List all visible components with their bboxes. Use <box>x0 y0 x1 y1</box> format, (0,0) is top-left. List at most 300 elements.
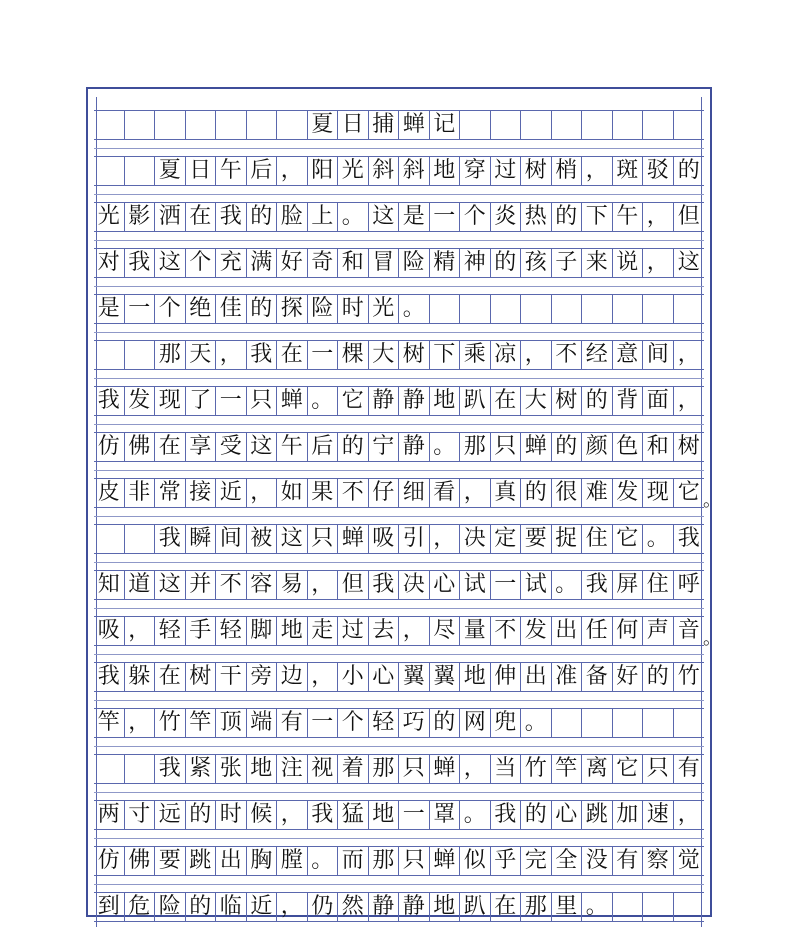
grid-cell: 膛 <box>277 847 308 875</box>
grid-cell: 真 <box>491 479 522 507</box>
grid-cell: 的 <box>582 387 613 415</box>
row-gap-line <box>94 608 704 609</box>
grid-cell: 险 <box>308 295 339 323</box>
overflow-punctuation: 。 <box>703 628 721 649</box>
grid-cell: ， <box>125 709 156 737</box>
grid-cell: 全 <box>552 847 583 875</box>
grid-cell: 受 <box>216 433 247 461</box>
grid-cell: 午 <box>277 433 308 461</box>
grid-cell: 的 <box>552 433 583 461</box>
grid-cell: 完 <box>521 847 552 875</box>
grid-cell: 有 <box>277 709 308 737</box>
grid-cell: 对 <box>94 249 125 277</box>
grid-cell: 日 <box>338 111 369 139</box>
grid-cell: 去 <box>369 617 400 645</box>
grid-cell: 出 <box>552 617 583 645</box>
grid-cell: 在 <box>155 433 186 461</box>
grid-cell: 下 <box>582 203 613 231</box>
grid-cell: 在 <box>491 387 522 415</box>
grid-cell: 树 <box>552 387 583 415</box>
grid-cell: ， <box>677 388 700 413</box>
grid-cell <box>125 755 156 783</box>
grid-cell: 我 <box>94 387 125 415</box>
text-row <box>94 570 704 600</box>
grid-cell: 翼 <box>399 663 430 691</box>
grid-cell: 地 <box>460 663 491 691</box>
grid-cell: 决 <box>399 571 430 599</box>
grid-cell: 量 <box>460 617 491 645</box>
grid-cell: ， <box>677 342 700 367</box>
grid-cell: 我 <box>247 341 278 369</box>
grid-cell: 凉 <box>491 341 522 369</box>
grid-cell: 不 <box>552 341 583 369</box>
grid-cell: 的 <box>521 801 552 829</box>
grid-cell: 过 <box>491 157 522 185</box>
grid-cell: 蝉 <box>521 433 552 461</box>
grid-cell <box>94 755 125 783</box>
grid-cell: 。 <box>460 801 491 829</box>
grid-cell: ， <box>125 617 156 645</box>
grid-cell: 蝉 <box>338 525 369 553</box>
grid-cell <box>613 709 644 737</box>
grid-cell: 轻 <box>155 617 186 645</box>
grid-cell: 洒 <box>155 203 186 231</box>
grid-cell <box>552 111 583 139</box>
grid-cell: 这 <box>155 571 186 599</box>
grid-cell: 大 <box>521 387 552 415</box>
grid-cell: 午 <box>613 203 644 231</box>
text-row <box>94 202 704 232</box>
grid-cell: 。 <box>308 847 339 875</box>
grid-cell: 了 <box>186 387 217 415</box>
grid-cell: 轻 <box>369 709 400 737</box>
grid-cell: ， <box>308 663 339 691</box>
grid-cell: 住 <box>582 525 613 553</box>
grid-cell: 的 <box>430 709 461 737</box>
grid-cell: 现 <box>643 479 674 507</box>
grid-cell: ， <box>430 525 461 553</box>
text-row <box>94 662 704 692</box>
row-gap-line <box>94 792 704 793</box>
grid-cell: 颜 <box>582 433 613 461</box>
grid-cell: 伸 <box>491 663 522 691</box>
grid-cell: 只 <box>399 847 430 875</box>
grid-cell: 。 <box>308 387 339 415</box>
grid-cell: 。 <box>430 433 461 461</box>
grid-cell <box>643 295 674 323</box>
grid-cell <box>613 295 644 323</box>
grid-cell: 危 <box>125 893 156 921</box>
grid-cell: 静 <box>369 893 400 921</box>
grid-cell: 试 <box>521 571 552 599</box>
row-gap-line <box>94 240 704 241</box>
grid-cell: 。 <box>399 295 430 323</box>
grid-cell: 这 <box>247 433 278 461</box>
grid-cell <box>613 111 644 139</box>
grid-cell: 。 <box>521 709 552 737</box>
row-gap-line <box>94 746 704 747</box>
grid-cell: 一 <box>308 341 339 369</box>
grid-cell: 地 <box>277 617 308 645</box>
grid-cell: 我 <box>125 249 156 277</box>
grid-cell: 我 <box>308 801 339 829</box>
grid-cell: 棵 <box>338 341 369 369</box>
grid-cell: 天 <box>186 341 217 369</box>
grid-cell: 享 <box>186 433 217 461</box>
grid-cell: 午 <box>216 157 247 185</box>
grid-cell: 冒 <box>369 249 400 277</box>
row-gap-line <box>94 332 704 333</box>
grid-cell: 佛 <box>125 847 156 875</box>
grid-cell: 树 <box>677 434 700 459</box>
grid-cell: ， <box>277 157 308 185</box>
grid-cell: 它 <box>338 387 369 415</box>
grid-cell: 里 <box>552 893 583 921</box>
grid-cell: 过 <box>338 617 369 645</box>
grid-cell: 不 <box>338 479 369 507</box>
grid-cell: 色 <box>613 433 644 461</box>
grid-cell: 捉 <box>552 525 583 553</box>
grid-cell: 很 <box>552 479 583 507</box>
grid-cell: 没 <box>582 847 613 875</box>
grid-cell: 远 <box>155 801 186 829</box>
text-row <box>94 340 704 370</box>
grid-cell: 有 <box>677 756 700 781</box>
grid-cell: 而 <box>338 847 369 875</box>
title-row <box>94 110 704 140</box>
grid-cell: 瞬 <box>186 525 217 553</box>
grid-cell: 离 <box>582 755 613 783</box>
grid-cell: 地 <box>430 387 461 415</box>
grid-cell: 满 <box>247 249 278 277</box>
grid-cell <box>521 295 552 323</box>
grid-cell: 它 <box>613 525 644 553</box>
grid-cell: 绝 <box>186 295 217 323</box>
grid-cell: 仿 <box>94 847 125 875</box>
row-gap-line <box>94 286 704 287</box>
grid-cell: 阳 <box>308 157 339 185</box>
grid-cell: 屏 <box>613 571 644 599</box>
grid-cell <box>94 157 125 185</box>
grid-cell: 的 <box>643 663 674 691</box>
grid-cell: 候 <box>247 801 278 829</box>
grid-cell: 的 <box>186 893 217 921</box>
grid-cell: 脚 <box>247 617 278 645</box>
grid-cell: 但 <box>338 571 369 599</box>
grid-cell: 夏 <box>308 111 339 139</box>
grid-cell: ， <box>460 755 491 783</box>
grid-cell: 的 <box>552 203 583 231</box>
grid-cell: 后 <box>247 157 278 185</box>
grid-cell: 察 <box>643 847 674 875</box>
grid-cell: 险 <box>155 893 186 921</box>
row-gap-line <box>94 562 704 563</box>
row-gap-line <box>94 516 704 517</box>
grid-cell: 看 <box>430 479 461 507</box>
row-gap-line <box>94 838 704 839</box>
grid-cell: ， <box>521 341 552 369</box>
grid-cell: 地 <box>430 893 461 921</box>
grid-cell: 趴 <box>460 387 491 415</box>
row-gap-line <box>94 700 704 701</box>
grid-cell: 的 <box>338 433 369 461</box>
grid-cell: ， <box>582 157 613 185</box>
grid-cell: 接 <box>186 479 217 507</box>
grid-cell: 近 <box>216 479 247 507</box>
grid-cell: 定 <box>491 525 522 553</box>
grid-cell: 只 <box>491 433 522 461</box>
grid-cell: 我 <box>582 571 613 599</box>
grid-cell: 端 <box>247 709 278 737</box>
grid-cell: 吸 <box>369 525 400 553</box>
grid-cell: 加 <box>613 801 644 829</box>
grid-cell: 只 <box>247 387 278 415</box>
grid-cell: 充 <box>216 249 247 277</box>
grid-cell: 静 <box>369 387 400 415</box>
text-row <box>94 524 704 554</box>
grid-cell: 探 <box>277 295 308 323</box>
grid-cell: 速 <box>643 801 674 829</box>
grid-cell: 旁 <box>247 663 278 691</box>
grid-cell: 引 <box>399 525 430 553</box>
grid-cell <box>125 157 156 185</box>
grid-cell: 大 <box>369 341 400 369</box>
grid-cell: 梢 <box>552 157 583 185</box>
grid-cell: 趴 <box>460 893 491 921</box>
grid-cell: 备 <box>582 663 613 691</box>
grid-cell: 光 <box>369 295 400 323</box>
grid-cell: 罩 <box>430 801 461 829</box>
grid-cell: 试 <box>460 571 491 599</box>
grid-cell: 地 <box>247 755 278 783</box>
grid-cell: 发 <box>613 479 644 507</box>
grid-cell: 蝉 <box>430 847 461 875</box>
grid-cell: 张 <box>216 755 247 783</box>
grid-cell: 。 <box>552 571 583 599</box>
grid-cell: 的 <box>677 158 700 183</box>
grid-cell: 好 <box>277 249 308 277</box>
grid-cell: 有 <box>613 847 644 875</box>
grid-cell: 蝉 <box>430 755 461 783</box>
grid-cell: 巧 <box>399 709 430 737</box>
grid-cell: 时 <box>338 295 369 323</box>
grid-cell: 跳 <box>582 801 613 829</box>
grid-cell: 发 <box>125 387 156 415</box>
grid-cell: 脸 <box>277 203 308 231</box>
grid-cell: 我 <box>677 526 700 551</box>
grid-cell <box>491 111 522 139</box>
grid-cell: 小 <box>338 663 369 691</box>
row-gap-line <box>94 378 704 379</box>
grid-cell: 只 <box>399 755 430 783</box>
grid-cell <box>582 709 613 737</box>
grid-cell: 兜 <box>491 709 522 737</box>
grid-cell: 轻 <box>216 617 247 645</box>
grid-cell <box>674 893 705 921</box>
grid-cell <box>521 111 552 139</box>
grid-cell: 任 <box>582 617 613 645</box>
grid-cell: 临 <box>216 893 247 921</box>
grid-cell: 着 <box>338 755 369 783</box>
grid-cell: 。 <box>582 893 613 921</box>
grid-cell: 呼 <box>677 572 700 597</box>
grid-cell: 猛 <box>338 801 369 829</box>
grid-cell: ， <box>216 341 247 369</box>
grid-cell: 在 <box>155 663 186 691</box>
grid-cell: 音 <box>677 618 700 643</box>
row-gap-line <box>94 470 704 471</box>
grid-cell: 间 <box>216 525 247 553</box>
grid-cell: 说 <box>613 249 644 277</box>
grid-cell: 子 <box>552 249 583 277</box>
grid-cell: 的 <box>247 295 278 323</box>
grid-cell: 竿 <box>186 709 217 737</box>
grid-cell: 。 <box>643 525 674 553</box>
text-row <box>94 294 704 324</box>
grid-cell: 道 <box>125 571 156 599</box>
grid-cell: 树 <box>399 341 430 369</box>
grid-cell <box>460 295 491 323</box>
text-row <box>94 800 704 830</box>
grid-cell <box>94 111 125 139</box>
grid-cell: 地 <box>430 157 461 185</box>
grid-cell: 心 <box>369 663 400 691</box>
grid-cell <box>430 295 461 323</box>
grid-cell: 记 <box>430 111 461 139</box>
grid-cell <box>460 111 491 139</box>
grid-cell: 我 <box>94 663 125 691</box>
grid-cell: 那 <box>155 341 186 369</box>
grid-cell: 到 <box>94 893 125 921</box>
grid-cell: 经 <box>582 341 613 369</box>
text-row <box>94 846 704 876</box>
grid-cell <box>125 341 156 369</box>
grid-cell: 知 <box>94 571 125 599</box>
grid-cell: 竿 <box>94 709 125 737</box>
grid-cell: 如 <box>277 479 308 507</box>
grid-cell: 光 <box>338 157 369 185</box>
grid-cell <box>216 111 247 139</box>
grid-cell: 皮 <box>94 479 125 507</box>
grid-cell: 觉 <box>677 848 700 873</box>
grid-cell <box>643 893 674 921</box>
grid-cell: 那 <box>369 755 400 783</box>
grid-cell: 的 <box>186 801 217 829</box>
grid-cell: ， <box>247 479 278 507</box>
row-gap-line <box>94 424 704 425</box>
grid-cell: 个 <box>155 295 186 323</box>
grid-cell: 那 <box>460 433 491 461</box>
grid-cell: 发 <box>521 617 552 645</box>
grid-cell: 意 <box>613 341 644 369</box>
grid-cell: 胸 <box>247 847 278 875</box>
grid-cell: 尽 <box>430 617 461 645</box>
grid-cell: 然 <box>338 893 369 921</box>
text-row <box>94 386 704 416</box>
grid-cell: 一 <box>216 387 247 415</box>
grid-cell: ， <box>643 249 674 277</box>
grid-cell: 非 <box>125 479 156 507</box>
grid-cell: 躲 <box>125 663 156 691</box>
grid-cell: 热 <box>521 203 552 231</box>
grid-cell: 要 <box>155 847 186 875</box>
grid-cell: ， <box>277 801 308 829</box>
grid-cell: 穿 <box>460 157 491 185</box>
grid-cell: 佳 <box>216 295 247 323</box>
grid-cell: 精 <box>430 249 461 277</box>
grid-cell: 后 <box>308 433 339 461</box>
grid-cell: 个 <box>460 203 491 231</box>
grid-cell: 静 <box>399 433 430 461</box>
grid-cell: ， <box>308 571 339 599</box>
grid-cell: 是 <box>94 295 125 323</box>
grid-cell: 只 <box>308 525 339 553</box>
grid-cell: 炎 <box>491 203 522 231</box>
grid-cell: 声 <box>643 617 674 645</box>
grid-cell: 斜 <box>399 157 430 185</box>
grid-cell <box>94 525 125 553</box>
grid-cell: 面 <box>643 387 674 415</box>
grid-cell: 只 <box>643 755 674 783</box>
grid-cell: 现 <box>155 387 186 415</box>
grid-cell: 它 <box>613 755 644 783</box>
grid-cell: 容 <box>247 571 278 599</box>
grid-cell: 驳 <box>643 157 674 185</box>
grid-cell: ， <box>460 479 491 507</box>
grid-cell: 被 <box>247 525 278 553</box>
grid-cell: 顶 <box>216 709 247 737</box>
grid-cell: 并 <box>186 571 217 599</box>
grid-cell: 好 <box>613 663 644 691</box>
grid-cell: 静 <box>399 893 430 921</box>
grid-cell: 寸 <box>125 801 156 829</box>
grid-cell: 竿 <box>552 755 583 783</box>
grid-cell: 仿 <box>94 433 125 461</box>
grid-cell <box>94 341 125 369</box>
grid-cell: 我 <box>216 203 247 231</box>
grid-cell: 个 <box>186 249 217 277</box>
grid-cell: 夏 <box>155 157 186 185</box>
grid-cell: 出 <box>216 847 247 875</box>
text-row <box>94 892 704 922</box>
grid-cell <box>125 111 156 139</box>
grid-cell: ， <box>399 617 430 645</box>
grid-cell: 果 <box>308 479 339 507</box>
grid-cell: 一 <box>308 709 339 737</box>
text-row <box>94 248 704 278</box>
grid-cell: 仍 <box>308 893 339 921</box>
grid-cell: 时 <box>216 801 247 829</box>
grid-cell: 易 <box>277 571 308 599</box>
grid-cell: 在 <box>186 203 217 231</box>
text-row <box>94 432 704 462</box>
grid-cell <box>155 111 186 139</box>
grid-cell <box>552 709 583 737</box>
grid-cell: 这 <box>677 250 700 275</box>
grid-cell: 我 <box>369 571 400 599</box>
grid-cell: 手 <box>186 617 217 645</box>
grid-cell: 一 <box>430 203 461 231</box>
grid-cell: ， <box>643 203 674 231</box>
grid-cell: 奇 <box>308 249 339 277</box>
overflow-punctuation: 。 <box>703 490 721 511</box>
grid-cell: 心 <box>430 571 461 599</box>
grid-cell: 心 <box>552 801 583 829</box>
grid-cell: 和 <box>643 433 674 461</box>
grid-cell: 不 <box>216 571 247 599</box>
grid-cell: 紧 <box>186 755 217 783</box>
grid-cell <box>247 111 278 139</box>
